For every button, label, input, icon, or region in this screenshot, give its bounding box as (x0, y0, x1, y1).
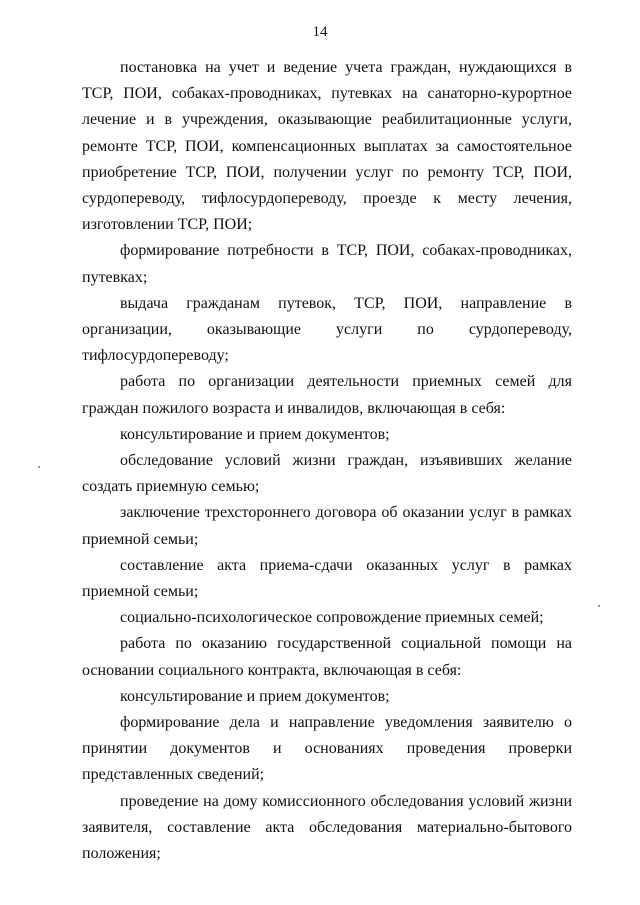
paragraph-needs-assessment: формирование потребности в ТСР, ПОИ, собаках-проводниках, путевках; (82, 242, 572, 286)
paragraph-registration: постановка на учет и ведение учета граждан, нуждающихся в ТСР, ПОИ, собаках-проводниках, путевках на санаторно-курортное лечение и в учреждения, оказывающие реабилитационные услуги, ремонте ТСР, ПОИ, компенсационных выплатах за самостоятельное приобретение ТСР, ПОИ, получении услуг по ремонту ТСР, ПОИ, сурдопереводу, тифлосурдопереводу, проезде к месту лечения, изготовлении ТСР, ПОИ; (82, 59, 572, 234)
paragraph-living-conditions: обследование условий жизни граждан, изъявивших желание создать приемную семью; (82, 452, 572, 496)
paragraph-case-formation: формирование дела и направление уведомления заявителю о принятии документов и основаниях проведения проверки представленных сведений; (82, 714, 572, 784)
paragraph-social-contract: работа по оказанию государственной социальной помощи на основании социального контракта, включающая в себя: (82, 635, 572, 679)
paragraph-consulting-1: консультирование и прием документов; (120, 425, 390, 443)
paragraph-home-inspection: проведение на дому комиссионного обследования условий жизни заявителя, составление акта обследования материально-бытового положения; (82, 792, 572, 863)
paragraph-consulting-2: консультирование и прием документов; (120, 687, 390, 705)
document-body (82, 55, 572, 867)
paragraph-psychological-support: социально-психологическое сопровождение приемных семей; (120, 609, 544, 627)
paragraph-acceptance-act: составление акта приема-сдачи оказанных услуг в рамках приемной семьи; (82, 556, 572, 601)
scan-speck (38, 466, 40, 468)
scan-speck (598, 605, 600, 607)
paragraph-issuance: выдача гражданам путевок, ТСР, ПОИ, направление в организации, оказывающие услуги по сурдопереводу, тифлосурдопереводу; (82, 294, 572, 365)
page-number: 14 (312, 24, 328, 40)
paragraph-foster-families: работа по организации деятельности приемных семей для граждан пожилого возраста и инвалидов, включающая в себя: (82, 373, 572, 417)
paragraph-tripartite-contract: заключение трехстороннего договора об оказании услуг в рамках приемной семьи; (82, 504, 572, 548)
